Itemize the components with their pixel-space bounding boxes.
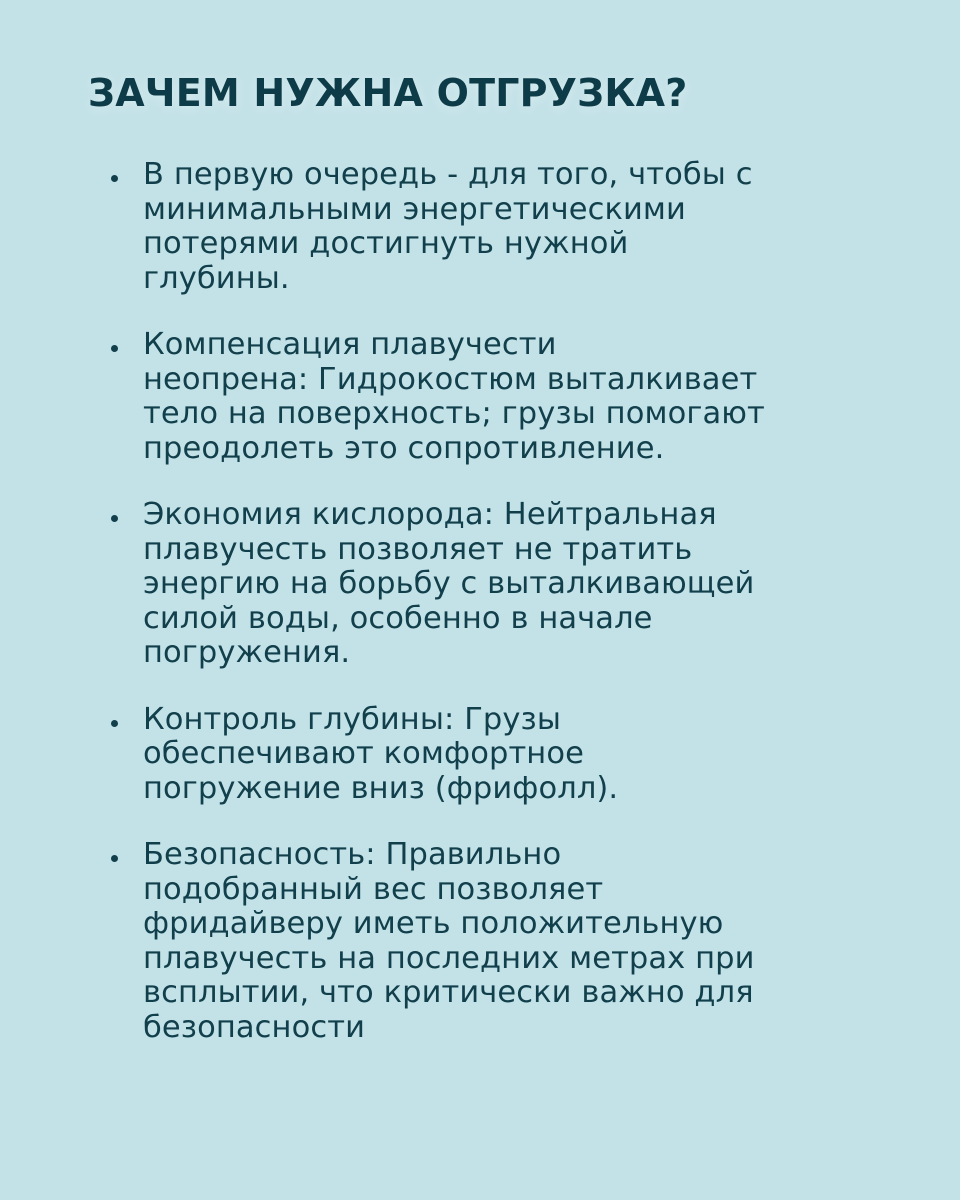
list-item-text-line: Экономия кислорода: Нейтральная <box>143 497 717 532</box>
list-item-text-line: фридайверу иметь положительную <box>143 906 724 941</box>
list-item-text-line: Контроль глубины: Грузы <box>143 701 562 737</box>
list-item-text-line: погружения. <box>143 635 351 670</box>
list-item-text-line: плавучесть на последних метрах при <box>143 940 755 976</box>
list-item-text-line: энергию на борьбу с выталкивающей <box>143 566 755 601</box>
list-item-text-line: обеспечивают комфортное <box>143 736 584 771</box>
list-item-text-line: силой воды, особенно в начале <box>143 600 653 636</box>
bullet-dot-icon <box>111 720 118 727</box>
list-item-text-line: всплытии, что критически важно для <box>143 975 754 1010</box>
list-item-text-line: погружение вниз (фрифолл). <box>143 770 619 806</box>
bullet-list <box>103 158 873 1077</box>
list-item-text-line: подобранный вес позволяет <box>143 871 604 907</box>
list-item-text-line: глубины. <box>143 260 290 296</box>
list-item-text-line: потерями достигнуть нужной <box>143 226 629 261</box>
list-item-text-line: тело на поверхность; грузы помогают <box>143 396 765 431</box>
list-item <box>103 328 873 466</box>
list-item-text-line: минимальными энергетическими <box>143 191 686 227</box>
bullet-dot-icon <box>111 345 118 352</box>
list-item <box>103 498 873 671</box>
bullet-dot-icon <box>111 515 118 522</box>
page-title: ЗАЧЕМ НУЖНА ОТГРУЗКА? <box>88 71 688 115</box>
list-item-text-line: В первую очередь - для того, чтобы с <box>143 157 753 192</box>
list-item-text-line: неопрена: Гидрокостюм выталкивает <box>143 361 758 397</box>
list-item-text-line: преодолеть это сопротивление. <box>143 430 665 466</box>
list-item <box>103 158 873 296</box>
list-item-text-line: Компенсация плавучести <box>143 327 557 362</box>
bullet-dot-icon <box>111 175 118 182</box>
list-item-text-line: Безопасность: Правильно <box>143 837 562 872</box>
list-item <box>103 703 873 807</box>
list-item-text-line: безопасности <box>143 1009 366 1045</box>
bullet-dot-icon <box>111 855 118 862</box>
list-item-text-line: плавучесть позволяет не тратить <box>143 531 693 567</box>
list-item <box>103 838 873 1045</box>
